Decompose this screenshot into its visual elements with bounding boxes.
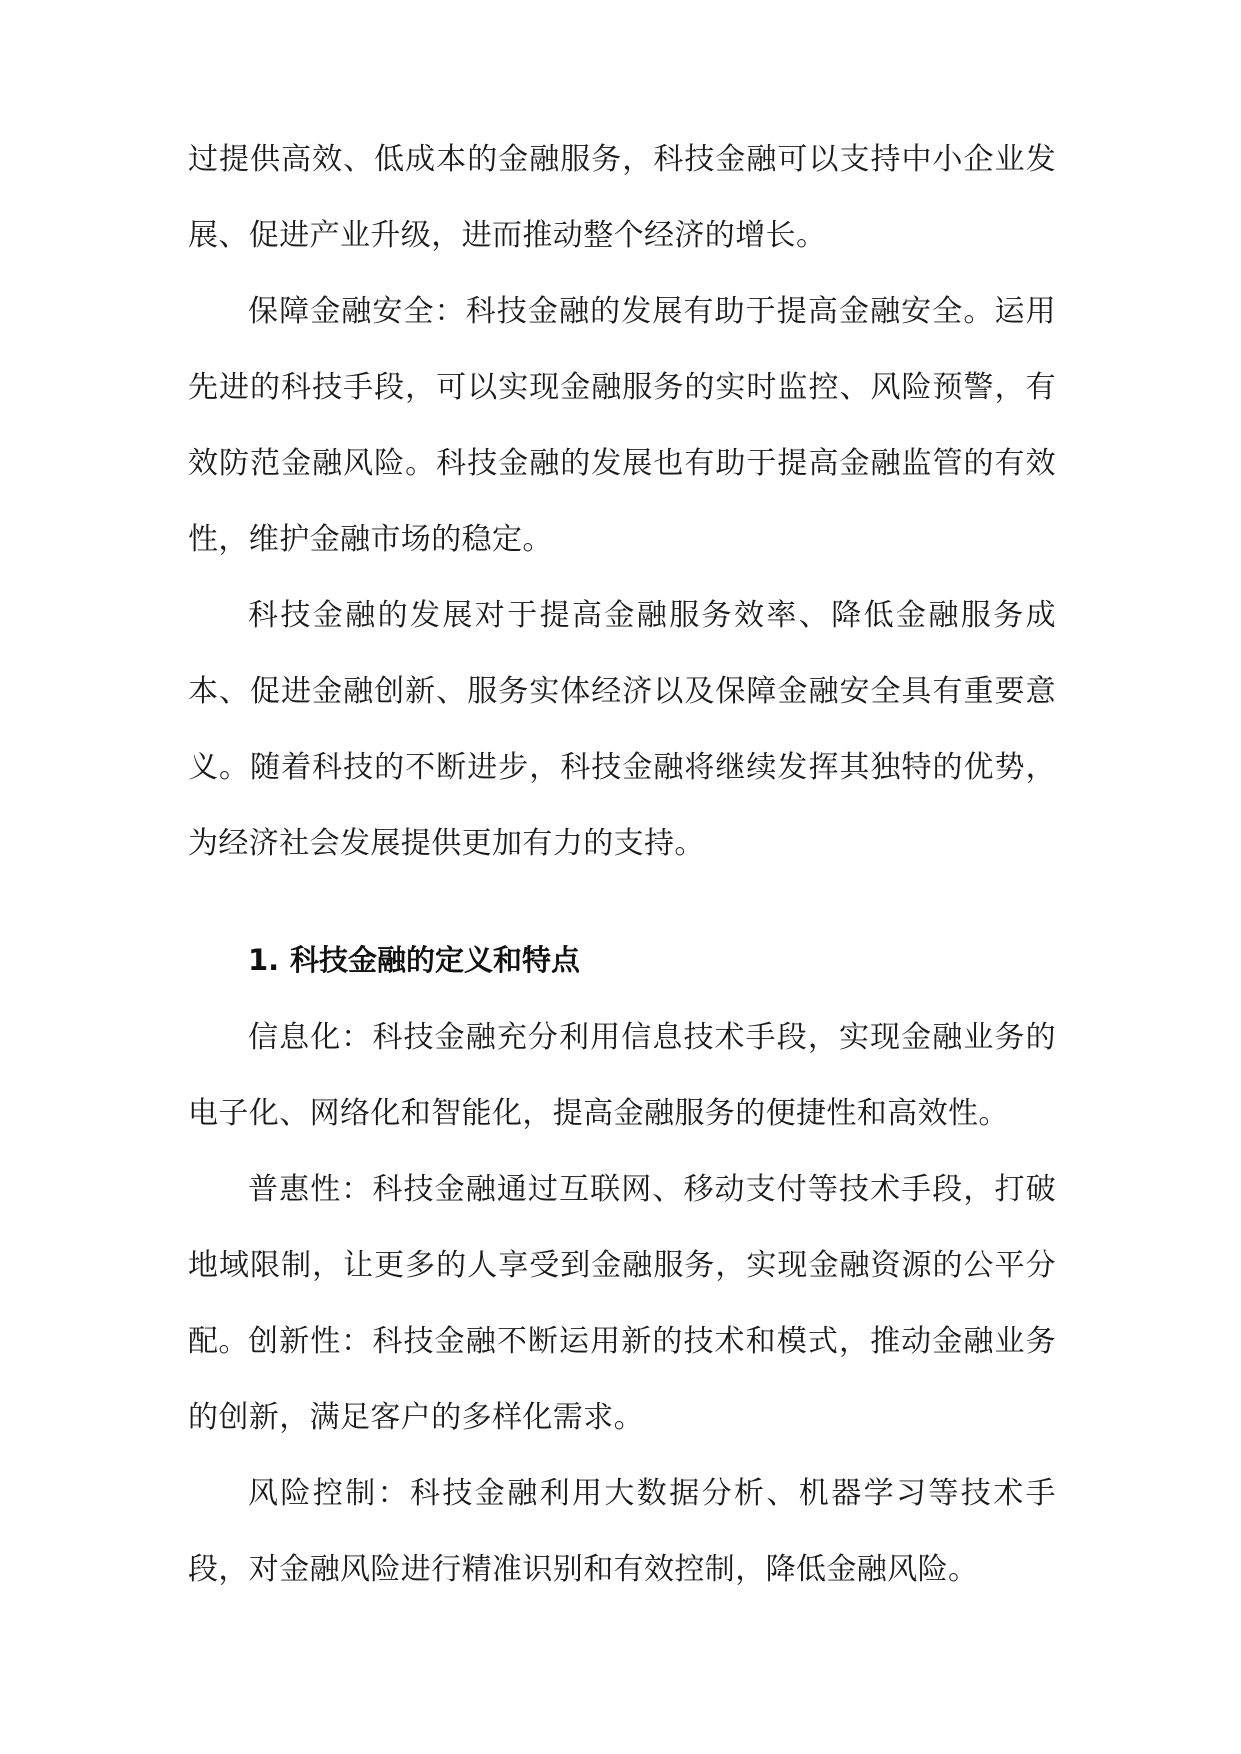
paragraph-inclusiveness: 普惠性：科技金融通过互联网、移动支付等技术手段，打破地域限制，让更多的人享受到金融服务，实现金融资源的公平分配。 (188, 1172, 1056, 1359)
section-title: 科技金融的定义和特点 (290, 943, 581, 977)
paragraph-financial-security: 保障金融安全：科技金融的发展有助于提高金融安全。运用先进的科技手段，可以实现金融服务的实时监控、风险预警，有效防范金融风险。科技金融的发展也有助于提高金融监管的有效性，维护金融市场的稳定。 (188, 294, 1056, 557)
section-number: 1. (248, 943, 280, 977)
paragraph-continued: 过提供高效、低成本的金融服务，科技金融可以支持中小企业发展、促进产业升级，进而推动整个经济的增长。 (188, 142, 1056, 253)
section-heading (248, 922, 580, 998)
paragraph-innovation: 创新性：科技金融不断运用新的技术和模式，推动金融业务的创新，满足客户的多样化需求。 (188, 1324, 1056, 1435)
paragraph-risk-control: 风险控制：科技金融利用大数据分析、机器学习等技术手段，对金融风险进行精准识别和有效控制，降低金融风险。 (188, 1476, 1056, 1587)
paragraph-significance-summary: 科技金融的发展对于提高金融服务效率、降低金融服务成本、促进金融创新、服务实体经济以及保障金融安全具有重要意义。随着科技的不断进步，科技金融将继续发挥其独特的优势，为经济社会发展提供更加有力的支持。 (188, 598, 1056, 861)
paragraph-informatization: 信息化：科技金融充分利用信息技术手段，实现金融业务的电子化、网络化和智能化，提高金融服务的便捷性和高效性。 (188, 1020, 1056, 1131)
